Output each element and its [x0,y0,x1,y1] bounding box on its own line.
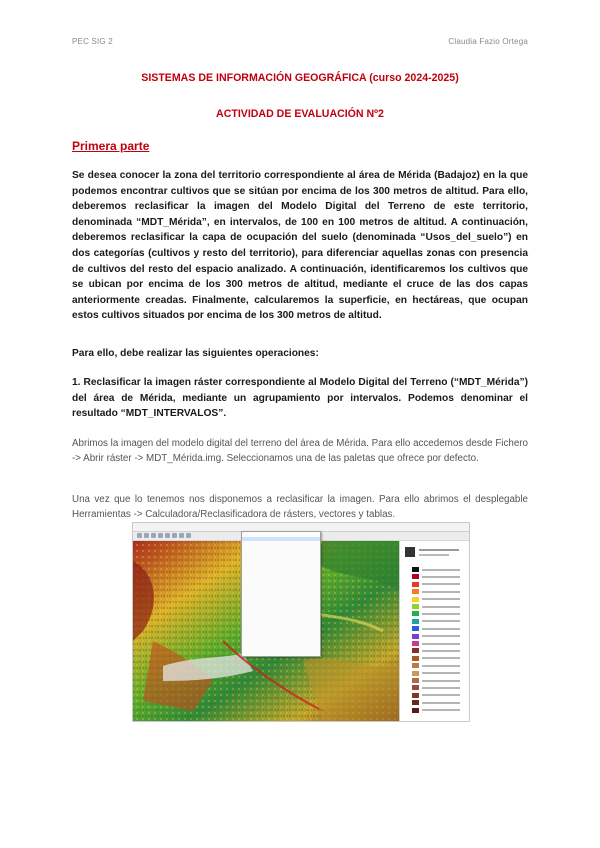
legend-label-placeholder [422,620,460,622]
legend-swatch [412,693,419,698]
legend-row [412,663,464,668]
legend-header-graphic [405,545,465,563]
legend-swatch [412,700,419,705]
legend-label-placeholder [422,702,460,704]
legend-label-placeholder [422,635,460,637]
legend-swatch [412,685,419,690]
legend-label-placeholder [422,680,460,682]
legend-swatch [412,678,419,683]
legend-swatch [412,656,419,661]
legend-row [412,648,464,653]
legend-row [412,567,464,572]
legend-row [412,619,464,624]
header-left: PEC SIG 2 [72,37,113,46]
document-title: SISTEMAS DE INFORMACIÓN GEOGRÁFICA (curso 2024-2025) [141,72,459,84]
legend-row [412,634,464,639]
legend-swatch [412,604,419,609]
legend-label-placeholder [422,606,460,608]
legend-swatch [412,663,419,668]
screenshot-legend-panel [399,541,470,721]
legend-row [412,597,464,602]
legend-row [412,604,464,609]
answer-paragraph-2: Una vez que lo tenemos nos disponemos a reclasificar la imagen. Para ello abrimos el desplegable Herramientas -> Calculadora/Reclasificadora de rásters, vectores y tablas. [72,494,528,521]
legend-row [412,589,464,594]
legend-label-placeholder [422,650,460,652]
section-heading: Primera parte [72,139,150,153]
answer-paragraph-1: Abrimos la imagen del modelo digital del terreno del área de Mérida. Para ello accedemos desde Fichero -> Abrir ráster -> MDT_Mérida.img. Seleccionamos una de las paletas que ofrece por defecto. [72,438,528,465]
legend-swatch [412,634,419,639]
legend-row [412,693,464,698]
gis-screenshot-image [132,522,470,722]
legend-label-placeholder [422,591,460,593]
operations-intro: Para ello, debe realizar las siguientes operaciones: [72,348,319,359]
legend-label-placeholder [422,583,460,585]
header-right: Claudia Fazio Ortega [448,37,528,46]
step-1-paragraph: 1. Reclasificar la imagen ráster correspondiente al Modelo Digital del Terreno (“MDT_Mérida”) del área de Mérida, mediante un agrupamiento por intervalos. Podemos denominar el resultado “MDT_INTERVALOS”. [72,377,528,420]
legend-row [412,671,464,676]
legend-row [412,611,464,616]
legend-swatch [412,648,419,653]
legend-label-placeholder [422,657,460,659]
legend-label-placeholder [422,643,460,645]
legend-row [412,700,464,705]
legend-row [412,685,464,690]
activity-title: ACTIVIDAD DE EVALUACIÓN Nº2 [216,108,384,120]
legend-label-placeholder [422,694,460,696]
legend-swatch [412,574,419,579]
legend-swatch [412,708,419,713]
legend-label-placeholder [422,613,460,615]
legend-swatch [412,671,419,676]
legend-label-placeholder [422,687,460,689]
legend-row [412,641,464,646]
legend-row [412,626,464,631]
legend-label-placeholder [422,598,460,600]
legend-label-placeholder [422,665,460,667]
legend-label-placeholder [422,576,460,578]
legend-label-placeholder [422,672,460,674]
legend-swatch [412,611,419,616]
legend-swatch [412,567,419,572]
legend-label-placeholder [422,709,460,711]
legend-label-placeholder [422,569,460,571]
legend-row [412,656,464,661]
legend-swatch [412,597,419,602]
legend-row [412,582,464,587]
legend-row [412,574,464,579]
legend-swatch [412,589,419,594]
legend-row [412,678,464,683]
tools-dropdown-menu [241,531,321,657]
legend-swatch [412,641,419,646]
intro-paragraph: Se desea conocer la zona del territorio correspondiente al área de Mérida (Badajoz) en la que podemos encontrar cultivos que se sitúan por encima de los 300 metros de altitud. Para ello, deberemos reclasificar la imagen del Modelo Digital del Terreno de este territorio, denominada “MDT_Mérida”, en intervalos, de 100 en 100 metros de altitud. A continuación, deberemos reclasificar la capa de ocupación del suelo (denominada “Usos_del_suelo”) en dos categorías (cultivos y resto del territorio), para diferenciar aquellas zonas con presencia de cultivos del resto del espacio analizado. A continuación, identificaremos los cultivos que se ubican por encima de los 300 metros de altitud, mediante el cruce de las dos capas anteriormente creadas. Finalmente, calcularemos la superficie, en hectáreas, que ocupan estos cultivos situados por encima de los 300 metros de altitud. [72,170,528,322]
legend-row [412,708,464,713]
legend-label-placeholder [422,628,460,630]
legend-swatch [412,582,419,587]
legend-swatch [412,626,419,631]
legend-swatch [412,619,419,624]
